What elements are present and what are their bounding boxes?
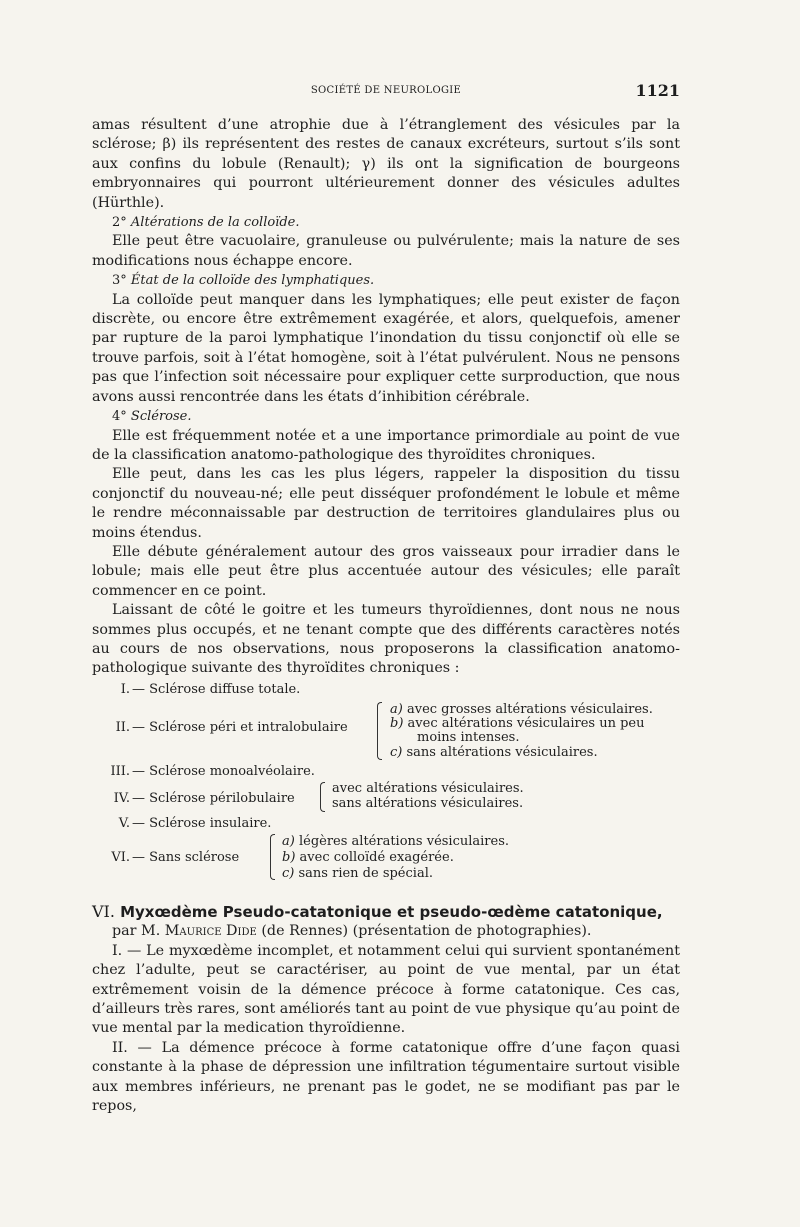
row-text: — Sclérose diffuse totale. [132,682,301,697]
page-header [92,81,680,101]
subheading [92,407,680,426]
row-text: — Sans sclérose [132,850,240,865]
paragraph: Laissant de côté le goitre et les tumeurs thyroïdiennes, dont nous ne nous sommes plus occupés, et ne tenant compte que des différents caractères notés au cours de nos observations, nous proposerons la classification anatomo-pathologique suivante des thyroïdites chroniques : [92,602,680,677]
page-number: 1121 [635,81,680,100]
option-label: b) [282,850,296,865]
subheading [92,271,680,290]
option-item [282,850,454,866]
subheading-text: Sclérose. [130,409,192,425]
subheading [92,213,680,232]
row-text: — Sclérose insulaire. [132,816,272,831]
brace [320,782,325,812]
paragraph: amas résultent d’une atrophie due à l’étranglement des vésicules par la sclérose; β) ils représentent des restes de canaux excréteurs, surtout s’ils sont aux confins du lobule (Renault); γ) ils ont la signification de bourgeons embryonnaires qui pourront ultérieurement donner des vésicules adultes (Hürthle). [92,117,680,211]
paragraph: Elle peut, dans les cas les plus légers, rappeler la disposition du tissu conjonctif du nouveau-né; elle peut disséquer profondément le lobule et même le rendre méconnaissable par destruction de territoires glandulaires plus ou moins étendus. [92,466,680,541]
section-title [92,902,680,922]
row-number: VI. [111,850,130,865]
option-text-continued: moins intenses. [417,730,520,745]
option-text: sans altérations vésiculaires. [406,745,598,760]
option-item [282,834,509,850]
option-label: b) [390,716,404,731]
option-item [282,866,433,882]
paragraph: Elle peut être vacuolaire, granuleuse ou pulvérulente; mais la nature de ses modifications nous échappe encore. [92,233,680,269]
subheading-text: Altérations de la colloïde. [130,215,300,231]
brace [270,834,275,880]
row-number: II. [115,720,130,735]
running-head: SOCIÉTÉ DE NEUROLOGIE [310,85,462,96]
subheading-number: 3° [112,273,127,289]
body-text [92,116,680,679]
option-label: c) [390,745,403,760]
paragraph: La colloïde peut manquer dans les lymphatiques; elle peut exister de façon discrète, ou encore être extrêmement exagérée, et alors, quelquefois, amener par rupture de la paroi lymphatique l’inondation du tissu conjonctif où elle se trouve parfois, soit à l’état homogène, soit à l’état pulvérulent. Nous ne pensons pas que l’infection soit nécessaire pour expliquer cette surproduction, que nous avons aussi rencontrée dans les états d’inhibition cérébrale. [92,291,680,405]
row-text: — Sclérose péri et intralobulaire [132,720,348,735]
author-name: Maurice Dide [164,923,257,940]
section-vi [92,902,680,1116]
subheading-number: 2° [112,215,127,231]
byline-rest: (de Rennes) (présentation de photographies). [261,923,592,940]
section-title-text: Myxœdème Pseudo-catatonique et pseudo-œdème catatonique, [120,903,663,921]
option-label: c) [282,866,295,881]
paragraph: Elle débute généralement autour des gros vaisseaux pour irradier dans le lobule; mais elle peut être plus accentuée autour des vésicules; elle paraît commencer en ce point. [92,543,680,599]
row-text: — Sclérose monoalvéolaire. [132,764,315,779]
byline-prefix: par M. [112,923,161,940]
subheading-text: État de la colloïde des lymphatiques. [130,273,375,289]
option-text: avec altérations vésiculaires. [332,781,524,796]
option-label: a) [282,834,295,849]
option-item [390,745,598,761]
row-number: IV. [113,791,130,806]
brace [377,702,382,760]
option-label: a) [390,702,403,717]
paragraph: I. — Le myxœdème incomplet, et notamment celui qui survient spontanément chez l’adulte, peut se caractériser, au point de vue mental, par un état extrêmement voisin de la démence précoce à forme catatonique. Ces cas, d’ailleurs très rares, sont améliorés tant au point de vue physique qu’au point de vue mental par la medication thyroïdienne. [92,942,680,1037]
paragraph: II. — La démence précoce à forme catatonique offre d’une façon quasi constante à la phase de dépression une infiltration tégumentaire surtout visible aux membres inférieurs, ne prenant pas le godet, ne se modifiant pas par le repos, [92,1039,680,1115]
option-text: avec grosses altérations vésiculaires. [406,702,653,717]
option-text: sans altérations vésiculaires. [332,796,524,811]
option-text: avec altérations vésiculaires un peu [407,716,645,731]
section-number: VI. [92,902,115,921]
subheading-number: 4° [112,409,127,425]
row-number: I. [120,682,130,697]
row-number: III. [110,764,130,779]
option-text: avec colloïdé exagérée. [299,850,454,865]
row-number: V. [118,816,130,831]
option-text: légères altérations vésiculaires. [298,834,510,849]
paragraph: Elle est fréquemment notée et a une importance primordiale au point de vue de la classification anatomo-pathologique des thyroïdites chroniques. [92,427,680,463]
option-text: sans rien de spécial. [298,866,433,881]
byline [92,922,680,941]
row-text: — Sclérose périlobulaire [132,791,295,806]
